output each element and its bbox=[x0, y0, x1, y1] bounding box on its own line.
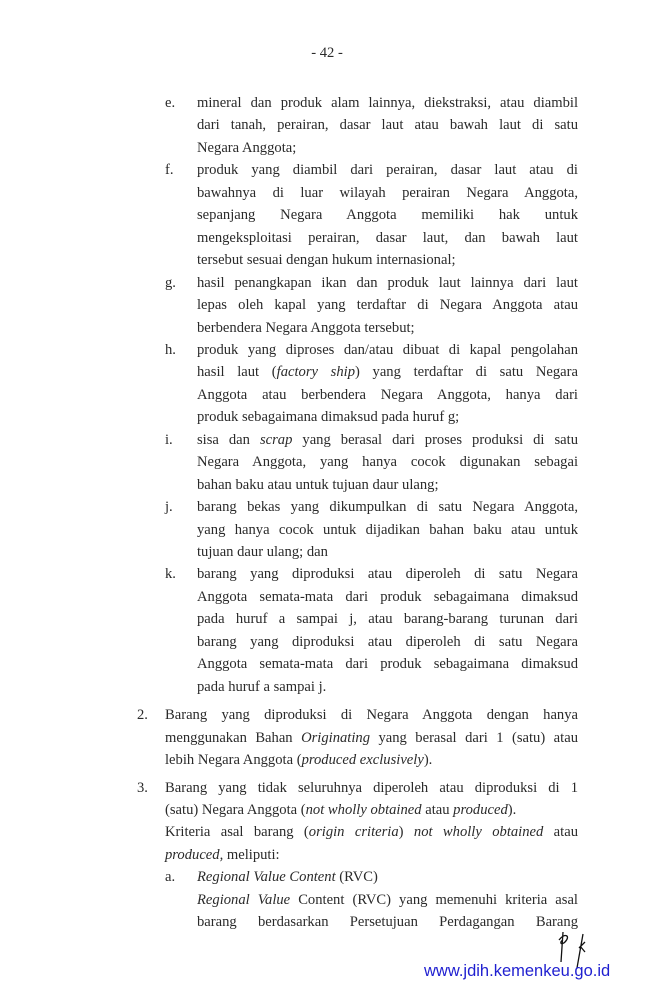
italic-term: factory ship bbox=[276, 364, 355, 381]
text-segment: produk sebagaimana dimaksud pada huruf g; bbox=[197, 409, 460, 426]
text-segment: (RVC) bbox=[335, 869, 378, 886]
text-segment: lebih Negara Anggota ( bbox=[165, 752, 302, 769]
italic-term: Regional Value bbox=[197, 891, 291, 908]
text-line bbox=[165, 749, 432, 771]
text-segment: bahan baku atau untuk tujuan daur ulang; bbox=[197, 476, 439, 493]
text-segment: mineral dan produk alam lainnya, diekstraksi, atau diambil bbox=[197, 95, 578, 111]
text-line bbox=[197, 406, 459, 428]
text-segment: meliputi: bbox=[223, 846, 280, 863]
text-segment: mengeksploitasi perairan, dasar laut, dan bawah laut bbox=[197, 229, 578, 246]
text-segment: barang yang diproduksi atau diperoleh di satu Negara bbox=[197, 566, 578, 583]
text-segment: bawahnya di luar wilayah perairan Negara Anggota, bbox=[197, 184, 578, 201]
text-line bbox=[165, 799, 516, 821]
text-segment: Kriteria asal barang ( bbox=[165, 824, 309, 841]
text-segment: ). bbox=[423, 752, 433, 769]
text-line bbox=[165, 821, 578, 843]
text-line bbox=[197, 182, 578, 204]
text-segment: Negara Anggota, yang hanya cocok digunakan sebagai bbox=[197, 454, 578, 471]
list-label: j. bbox=[165, 499, 173, 516]
text-line bbox=[197, 114, 578, 136]
text-line bbox=[197, 676, 326, 698]
text-line bbox=[197, 608, 578, 630]
list-label: 2. bbox=[137, 707, 148, 724]
italic-term: not wholly obtained bbox=[413, 824, 544, 841]
text-segment: Negara Anggota; bbox=[197, 139, 297, 156]
text-segment: produk yang diproses dan/atau dibuat di kapal pengolahan bbox=[197, 341, 578, 358]
text-segment: sepanjang Negara Anggota memiliki hak untuk bbox=[197, 207, 578, 224]
text-segment: Barang yang tidak seluruhnya diperoleh atau diproduksi di 1 bbox=[165, 779, 578, 796]
text-line bbox=[197, 451, 578, 473]
list-label: i. bbox=[165, 431, 173, 448]
text-line bbox=[197, 519, 578, 541]
text-segment: Anggota semata-mata dari produk sebagaimana dimaksud bbox=[197, 588, 578, 605]
footer-url[interactable]: www.jdih.kemenkeu.go.id bbox=[424, 962, 611, 980]
text-segment: pada huruf a sampai j, atau barang-barang turunan dari bbox=[197, 611, 578, 628]
text-line bbox=[197, 249, 456, 271]
text-segment: ) bbox=[398, 824, 414, 841]
text-segment: sisa dan bbox=[197, 431, 260, 448]
text-line bbox=[165, 704, 578, 726]
italic-term: produced bbox=[453, 801, 508, 818]
text-line bbox=[197, 317, 415, 339]
text-line bbox=[197, 92, 578, 114]
text-segment: Anggota atau berbendera Negara Anggota, hanya dari bbox=[197, 386, 578, 403]
text-segment: barang berdasarkan Persetujuan Perdagangan Barang bbox=[197, 914, 578, 931]
list-label: k. bbox=[165, 566, 176, 583]
text-line bbox=[197, 429, 578, 451]
italic-term: scrap bbox=[259, 431, 293, 448]
italic-term: produced exclusively bbox=[301, 752, 424, 769]
text-line bbox=[165, 844, 280, 866]
list-label: h. bbox=[165, 341, 176, 358]
text-line bbox=[197, 272, 578, 294]
text-line bbox=[197, 474, 439, 496]
text-segment: lepas oleh kapal yang terdaftar di Negara Anggota atau bbox=[197, 297, 578, 314]
italic-term: Originating bbox=[301, 729, 370, 746]
text-segment: ) yang terdaftar di satu Negara bbox=[355, 364, 578, 381]
text-segment: menggunakan Bahan bbox=[165, 729, 302, 746]
text-line bbox=[197, 137, 296, 159]
text-line bbox=[197, 204, 578, 226]
text-segment: yang berasal dari 1 (satu) atau bbox=[370, 729, 578, 746]
italic-term: produced, bbox=[165, 846, 224, 863]
list-label: e. bbox=[165, 95, 176, 111]
text-line bbox=[197, 227, 578, 249]
text-line bbox=[197, 361, 578, 383]
text-segment: barang bekas yang dikumpulkan di satu Negara Anggota, bbox=[197, 499, 578, 516]
text-line bbox=[197, 563, 578, 585]
page-number: - 42 - bbox=[311, 45, 343, 61]
text-segment: tersebut sesuai dengan hukum internasional; bbox=[197, 252, 456, 269]
text-segment: pada huruf a sampai j. bbox=[197, 678, 327, 695]
text-line bbox=[197, 889, 578, 911]
text-line bbox=[165, 727, 578, 749]
text-segment: Content (RVC) yang memenuhi kriteria asal bbox=[290, 891, 578, 908]
text-segment: dari tanah, perairan, dasar laut atau bawah laut di satu bbox=[197, 117, 578, 134]
italic-term: Regional Value Content bbox=[197, 869, 336, 886]
text-segment: atau bbox=[421, 801, 454, 818]
text-segment: berbendera Negara Anggota tersebut; bbox=[197, 319, 415, 336]
text-line bbox=[197, 159, 578, 181]
text-segment: Barang yang diproduksi di Negara Anggota dengan hanya bbox=[165, 707, 578, 724]
text-line bbox=[197, 384, 578, 406]
text-line bbox=[197, 866, 378, 888]
text-segment: barang yang diproduksi atau diperoleh di satu Negara bbox=[197, 633, 578, 650]
text-segment: yang berasal dari proses produksi di satu bbox=[292, 431, 578, 448]
text-line bbox=[197, 631, 578, 653]
text-segment: hasil laut ( bbox=[197, 364, 277, 381]
list-label: 3. bbox=[137, 779, 148, 796]
list-label: g. bbox=[165, 274, 176, 291]
text-segment: tujuan daur ulang; dan bbox=[197, 544, 328, 560]
italic-term: not wholly obtained bbox=[305, 801, 422, 818]
text-segment: atau bbox=[543, 824, 578, 841]
text-line bbox=[197, 586, 578, 608]
text-segment: produk yang diambil dari perairan, dasar laut atau di bbox=[197, 162, 578, 179]
list-label: a. bbox=[165, 869, 176, 886]
italic-term: origin criteria bbox=[308, 824, 399, 841]
text-line bbox=[197, 339, 578, 361]
text-line bbox=[165, 777, 578, 799]
text-segment: Anggota semata-mata dari produk sebagaimana dimaksud bbox=[197, 656, 578, 673]
text-segment: hasil penangkapan ikan dan produk laut lainnya dari laut bbox=[197, 274, 578, 291]
text-line bbox=[197, 541, 328, 563]
text-line bbox=[197, 496, 578, 518]
list-label: f. bbox=[165, 162, 174, 179]
text-line bbox=[197, 911, 578, 933]
text-segment: ). bbox=[507, 801, 517, 818]
text-line bbox=[197, 653, 578, 675]
text-line bbox=[197, 294, 578, 316]
text-segment: (satu) Negara Anggota ( bbox=[165, 801, 306, 818]
text-segment: yang hanya cocok untuk dijadikan bahan baku atau untuk bbox=[197, 521, 578, 538]
